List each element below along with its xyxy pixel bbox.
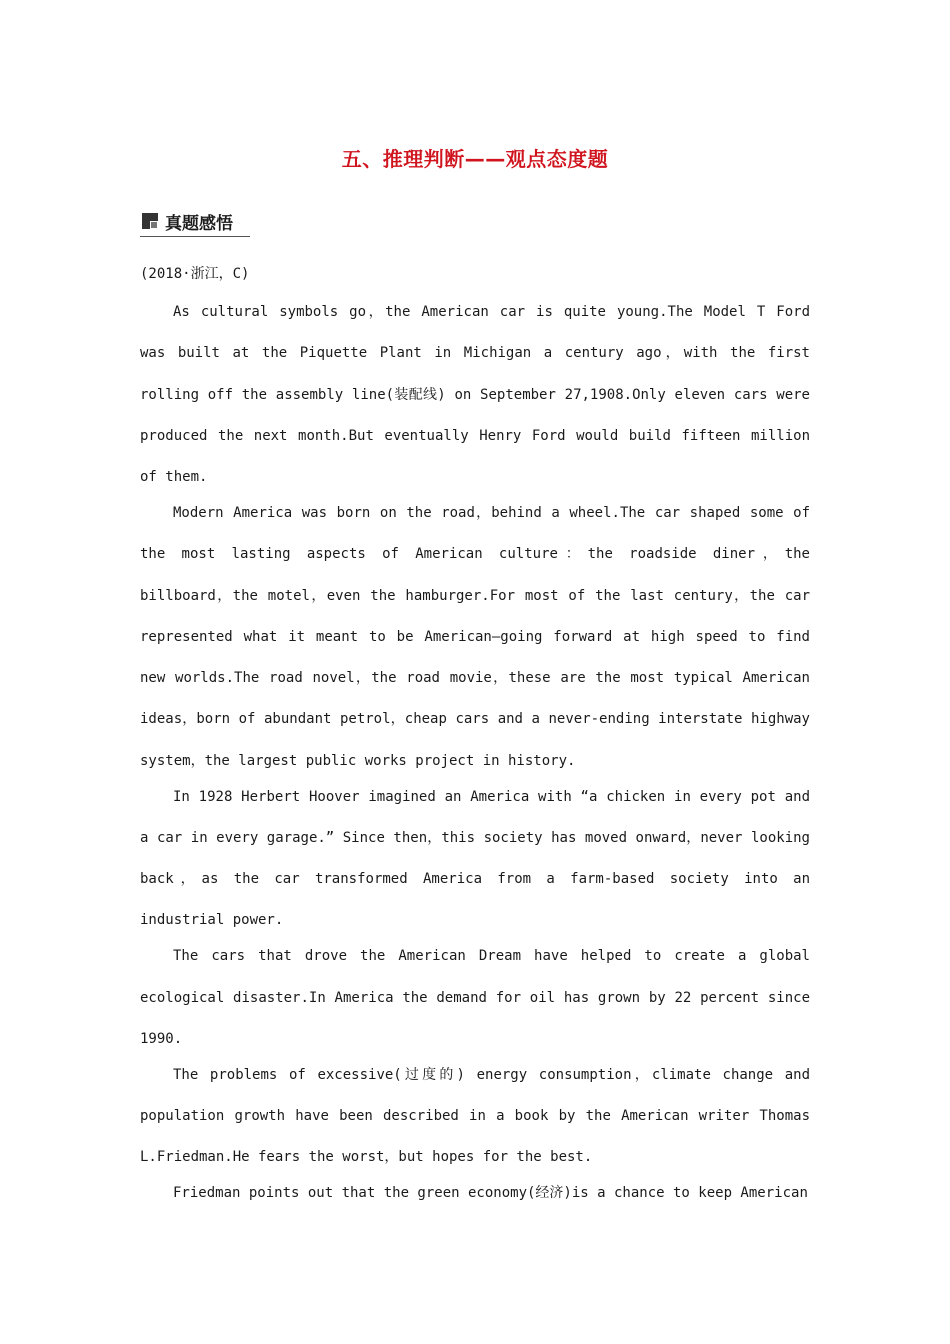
section-heading-label: 真题感悟 — [165, 214, 233, 234]
paragraph-1: As cultural symbols go，the American car is quite young.The Model T Ford was built at the Piquette Plant in Michigan a century ago，with the first rolling off the assembly line(装配线) on September 27,1908.Only eleven cars were produced the next month.But eventually Henry Ford would build fifteen million of them. — [140, 304, 810, 486]
question-source: (2018·浙江，C) — [140, 266, 250, 282]
paragraph-3: In 1928 Herbert Hoover imagined an America with “a chicken in every pot and a car in every garage.” Since then，this society has moved onward，never looking back，as the car transformed America from a farm-based society into an industrial power. — [140, 788, 810, 929]
reading-passage — [140, 292, 810, 1209]
paragraph-6: Friedman points out that the green economy(经济)is a chance to keep American — [173, 1185, 808, 1202]
paragraph-2: Modern America was born on the road，behind a wheel.The car shaped some of the most lasting aspects of American culture：the roadside diner，the billboard，the motel，even the hamburger.For most of the last century，the car represented what it meant to be American—going forward at high speed to find new worlds.The road novel，the road movie，these are the most typical American ideas，born of abundant petrol，cheap cars and a never-ending interstate highway system，the largest public works project in history. — [140, 504, 810, 769]
page-title: 五、推理判断——观点态度题 — [341, 147, 609, 171]
paragraph-5: The problems of excessive(过度的) energy consumption，climate change and population growth have been described in a book by the American writer Thomas L.Friedman.He fears the worst，but hopes for the best. — [140, 1066, 810, 1166]
square-marker-icon — [142, 213, 158, 229]
paragraph-4: The cars that drove the American Dream have helped to create a global ecological disaster.In America the demand for oil has grown by 22 percent since 1990. — [140, 948, 810, 1047]
section-heading — [140, 208, 250, 237]
